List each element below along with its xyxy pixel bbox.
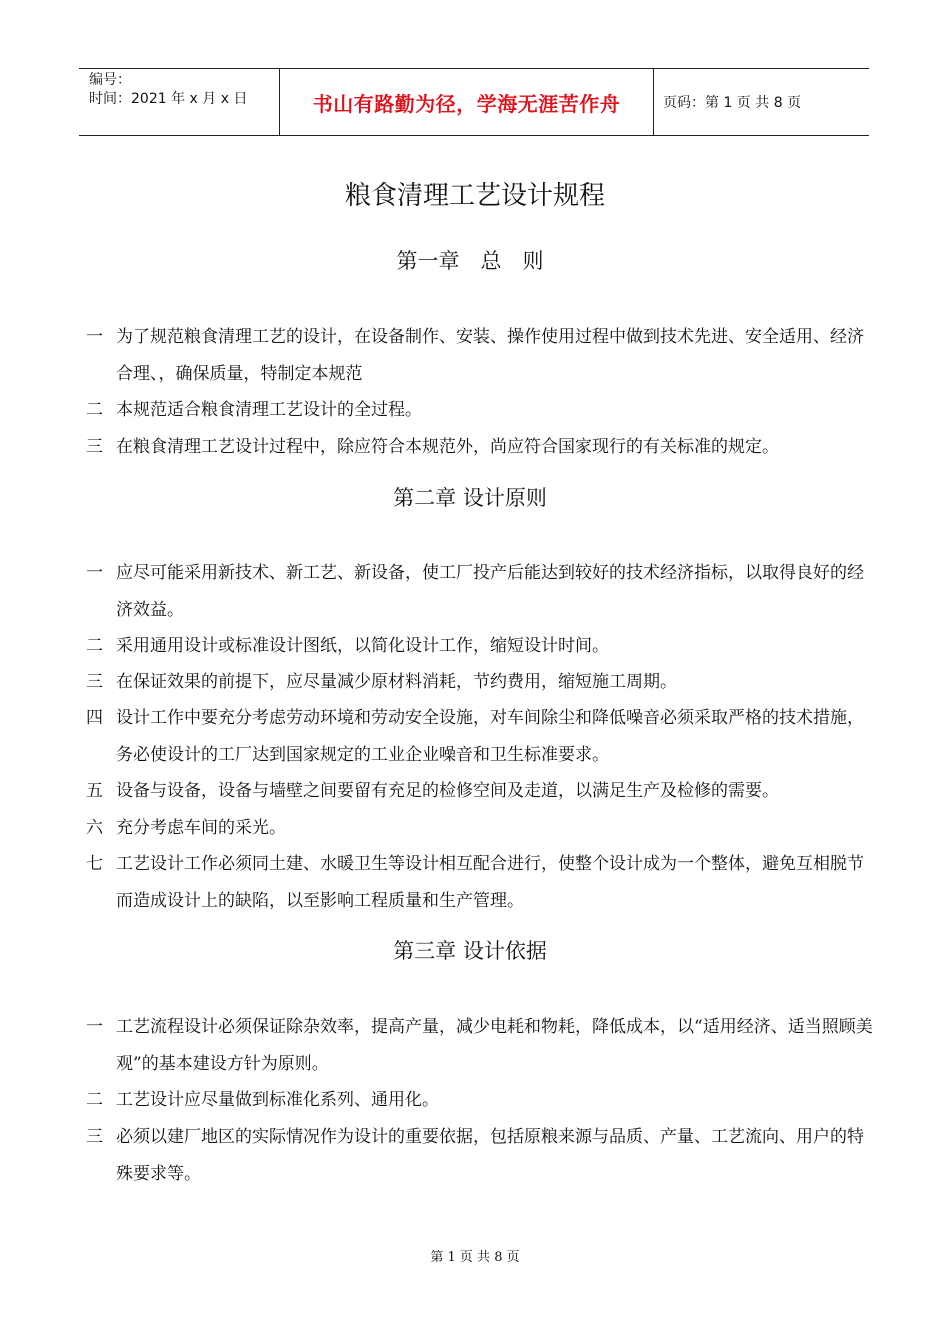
list-item bbox=[86, 664, 876, 701]
item-text: 设计工作中要充分考虑劳动环境和劳动安全设施，对车间除尘和降低噪音必须采取严格的技术措施，务必使设计的工厂达到国家规定的工业企业噪音和卫生标准要求。 bbox=[116, 708, 864, 765]
item-text: 充分考虑车间的采光。 bbox=[116, 818, 286, 838]
list-item bbox=[86, 810, 876, 847]
item-number: 一 bbox=[86, 1017, 103, 1037]
chapter-heading: 第一章 总 则 bbox=[396, 249, 544, 273]
item-text: 采用通用设计或标准设计图纸，以简化设计工作，缩短设计时间。 bbox=[116, 636, 609, 656]
item-number: 一 bbox=[86, 327, 103, 347]
item-text: 本规范适合粮食清理工艺设计的全过程。 bbox=[116, 400, 422, 420]
item-number: 四 bbox=[86, 708, 103, 728]
document-title: 粮食清理工艺设计规程 bbox=[344, 181, 605, 211]
page-footer: 第 1 页 共 8 页 bbox=[430, 1250, 520, 1265]
item-text: 工艺设计工作必须同土建、水暖卫生等设计相互配合进行，使整个设计成为一个整体，避免互相脱节而造成设计上的缺陷，以至影响工程质量和生产管理。 bbox=[116, 854, 864, 911]
item-number: 二 bbox=[86, 400, 103, 420]
list-item bbox=[86, 429, 876, 466]
list-item bbox=[86, 773, 876, 810]
item-text: 设备与设备，设备与墙壁之间要留有充足的检修空间及走道，以满足生产及检修的需要。 bbox=[116, 781, 779, 801]
item-text: 工艺设计应尽量做到标准化系列、通用化。 bbox=[116, 1090, 439, 1110]
item-text: 在粮食清理工艺设计过程中，除应符合本规范外，尚应符合国家现行的有关标准的规定。 bbox=[116, 437, 779, 457]
list-item bbox=[86, 846, 876, 920]
item-text: 应尽可能采用新技术、新工艺、新设备，使工厂投产后能达到较好的技术经济指标，以取得良好的经济效益。 bbox=[116, 563, 864, 620]
list-item bbox=[86, 319, 876, 393]
item-number: 二 bbox=[86, 1090, 103, 1110]
item-number: 七 bbox=[86, 854, 103, 874]
item-number: 三 bbox=[86, 1127, 103, 1147]
header-meta bbox=[79, 69, 280, 135]
item-number: 五 bbox=[86, 781, 103, 801]
list-item bbox=[86, 555, 876, 629]
item-number: 二 bbox=[86, 636, 103, 656]
list-item bbox=[86, 1009, 876, 1083]
list-item bbox=[86, 1119, 876, 1193]
item-number: 一 bbox=[86, 563, 103, 583]
item-number: 三 bbox=[86, 672, 103, 692]
item-text: 在保证效果的前提下，应尽量减少原材料消耗，节约费用，缩短施工周期。 bbox=[116, 672, 677, 692]
header-table bbox=[79, 68, 869, 136]
item-text: 为了规范粮食清理工艺的设计，在设备制作、安装、操作使用过程中做到技术先进、安全适用、经济合理、，确保质量，特制定本规范 bbox=[116, 327, 864, 384]
item-number: 六 bbox=[86, 818, 103, 838]
list-item bbox=[86, 1082, 876, 1119]
item-text: 必须以建厂地区的实际情况作为设计的重要依据，包括原粮来源与品质、产量、工艺流向、用户的特殊要求等。 bbox=[116, 1127, 864, 1184]
header-motto: 书山有路勤为径，学海无涯苦作舟 bbox=[312, 91, 621, 116]
header-motto-cell bbox=[280, 69, 654, 135]
item-text: 工艺流程设计必须保证除杂效率，提高产量，减少电耗和物耗，降低成本，以“适用经济、适当照顾美观”的基本建设方针为原则。 bbox=[116, 1017, 873, 1074]
list-item bbox=[86, 628, 876, 665]
document-number-label: 编号： bbox=[89, 72, 131, 88]
header-page-label: 页码：第 1 页 共 8 页 bbox=[663, 95, 802, 111]
chapter-heading: 第二章 设计原则 bbox=[393, 486, 547, 510]
document-date-label: 时间：2021 年 x 月 x 日 bbox=[89, 91, 248, 107]
list-item bbox=[86, 700, 876, 774]
header-page-cell bbox=[654, 69, 869, 135]
item-number: 三 bbox=[86, 437, 103, 457]
list-item bbox=[86, 392, 876, 429]
chapter-heading: 第三章 设计依据 bbox=[393, 939, 547, 963]
